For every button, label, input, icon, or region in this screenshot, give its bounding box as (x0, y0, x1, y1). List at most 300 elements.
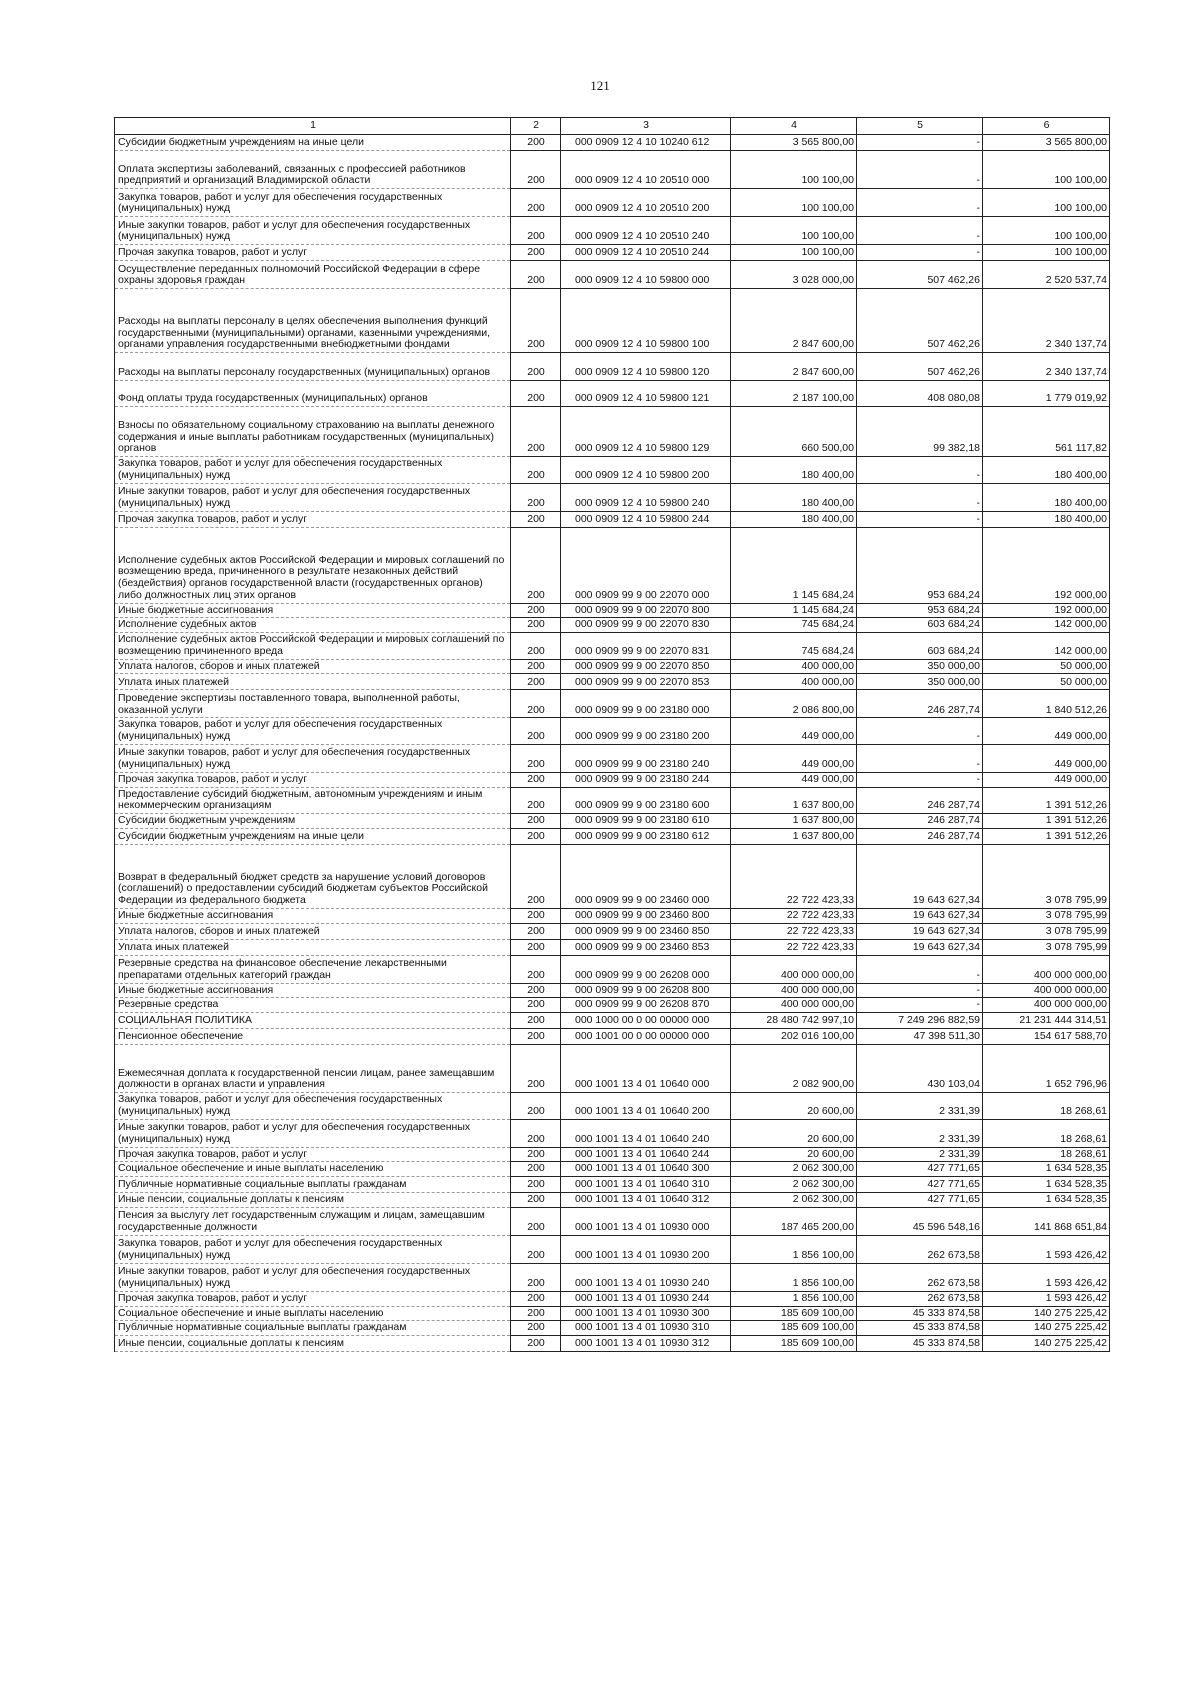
row-name: Иные закупки товаров, работ и услуг для обеспечения государственных (муниципальных) нужд (115, 1263, 511, 1291)
row-budget-code: 000 0909 99 9 00 26208 870 (561, 998, 731, 1013)
row-code-col2: 200 (511, 814, 561, 829)
row-amount-col4: 180 400,00 (731, 511, 857, 527)
table-row (115, 923, 1110, 939)
row-budget-code: 000 1001 13 4 01 10640 312 (561, 1193, 731, 1208)
row-code-col2: 200 (511, 787, 561, 814)
row-amount-col6: 1 634 528,35 (983, 1162, 1110, 1177)
row-amount-col5: 427 771,65 (857, 1162, 983, 1177)
row-name: Уплата иных платежей (115, 674, 511, 690)
row-budget-code: 000 1001 13 4 01 10640 244 (561, 1147, 731, 1162)
table-row (115, 955, 1110, 983)
row-code-col2: 200 (511, 353, 561, 381)
row-amount-col5: - (857, 189, 983, 217)
row-code-col2: 200 (511, 511, 561, 527)
row-amount-col5: - (857, 955, 983, 983)
row-amount-col6: 140 275 225,42 (983, 1306, 1110, 1321)
table-row (115, 1291, 1110, 1306)
row-budget-code: 000 0909 12 4 10 59800 240 (561, 483, 731, 511)
row-amount-col4: 100 100,00 (731, 189, 857, 217)
row-amount-col5: 2 331,39 (857, 1147, 983, 1162)
row-amount-col5: - (857, 772, 983, 787)
row-name: Резервные средства (115, 998, 511, 1013)
row-code-col2: 200 (511, 217, 561, 245)
row-budget-code: 000 0909 12 4 10 20510 200 (561, 189, 731, 217)
row-name: Расходы на выплаты персоналу государственных (муниципальных) органов (115, 353, 511, 381)
table-row (115, 618, 1110, 633)
table-row (115, 1193, 1110, 1208)
row-budget-code: 000 0909 99 9 00 26208 000 (561, 955, 731, 983)
row-amount-col4: 22 722 423,33 (731, 908, 857, 923)
row-amount-col6: 1 634 528,35 (983, 1193, 1110, 1208)
row-budget-code: 000 1001 13 4 01 10930 240 (561, 1263, 731, 1291)
row-code-col2: 200 (511, 828, 561, 844)
row-amount-col6: 1 652 796,96 (983, 1045, 1110, 1093)
row-code-col2: 200 (511, 381, 561, 407)
table-row (115, 1306, 1110, 1321)
row-amount-col6: 100 100,00 (983, 189, 1110, 217)
row-amount-col6: 141 868 651,84 (983, 1207, 1110, 1235)
row-amount-col5: 45 333 874,58 (857, 1336, 983, 1352)
table-row (115, 718, 1110, 745)
row-amount-col5: 19 643 627,34 (857, 844, 983, 908)
row-code-col2: 200 (511, 483, 561, 511)
row-amount-col4: 2 086 800,00 (731, 690, 857, 718)
table-row (115, 261, 1110, 289)
row-name: СОЦИАЛЬНАЯ ПОЛИТИКА (115, 1013, 511, 1029)
row-code-col2: 200 (511, 1291, 561, 1306)
row-amount-col6: 3 078 795,99 (983, 844, 1110, 908)
row-amount-col6: 1 779 019,92 (983, 381, 1110, 407)
row-code-col2: 200 (511, 1045, 561, 1093)
row-name: Иные бюджетные ассигнования (115, 908, 511, 923)
row-amount-col5: 19 643 627,34 (857, 939, 983, 955)
table-row (115, 189, 1110, 217)
table-row (115, 1147, 1110, 1162)
row-code-col2: 200 (511, 772, 561, 787)
row-budget-code: 000 0909 99 9 00 23180 610 (561, 814, 731, 829)
column-number-row (115, 118, 1110, 135)
row-code-col2: 200 (511, 245, 561, 261)
row-amount-col5: 262 673,58 (857, 1235, 983, 1263)
row-code-col2: 200 (511, 1162, 561, 1177)
row-amount-col5: 2 331,39 (857, 1119, 983, 1147)
row-budget-code: 000 0909 99 9 00 23180 612 (561, 828, 731, 844)
row-name: Публичные нормативные социальные выплаты гражданам (115, 1321, 511, 1336)
row-amount-col4: 400 000,00 (731, 659, 857, 674)
row-code-col2: 200 (511, 1119, 561, 1147)
table-row (115, 1263, 1110, 1291)
row-amount-col5: 262 673,58 (857, 1291, 983, 1306)
row-amount-col5: 19 643 627,34 (857, 908, 983, 923)
column-header-4: 4 (731, 118, 857, 135)
row-budget-code: 000 0909 99 9 00 23180 600 (561, 787, 731, 814)
row-amount-col4: 20 600,00 (731, 1093, 857, 1120)
row-amount-col6: 449 000,00 (983, 718, 1110, 745)
row-amount-col5: 19 643 627,34 (857, 923, 983, 939)
row-code-col2: 200 (511, 633, 561, 660)
row-amount-col4: 449 000,00 (731, 772, 857, 787)
table-row (115, 381, 1110, 407)
row-budget-code: 000 0909 12 4 10 20510 000 (561, 151, 731, 189)
row-budget-code: 000 0909 12 4 10 59800 244 (561, 511, 731, 527)
row-name: Иные закупки товаров, работ и услуг для обеспечения государственных (муниципальных) нужд (115, 217, 511, 245)
table-row (115, 674, 1110, 690)
row-code-col2: 200 (511, 718, 561, 745)
row-amount-col6: 3 078 795,99 (983, 908, 1110, 923)
row-amount-col6: 3 565 800,00 (983, 135, 1110, 151)
row-name: Иные пенсии, социальные доплаты к пенсиям (115, 1193, 511, 1208)
row-budget-code: 000 0909 12 4 10 59800 000 (561, 261, 731, 289)
row-budget-code: 000 0909 12 4 10 20510 240 (561, 217, 731, 245)
table-row (115, 527, 1110, 603)
row-name: Исполнение судебных актов Российской Федерации и мировых соглашений по возмещению вреда, причиненного в результате незаконных действий (бездействия) органов государственной власти (государственных органов) либо должностных лиц этих органов (115, 527, 511, 603)
row-amount-col5: 350 000,00 (857, 659, 983, 674)
row-amount-col5: 507 462,26 (857, 353, 983, 381)
row-amount-col6: 1 391 512,26 (983, 787, 1110, 814)
row-amount-col6: 142 000,00 (983, 618, 1110, 633)
row-name: Исполнение судебных актов (115, 618, 511, 633)
table-row (115, 603, 1110, 618)
row-name: Взносы по обязательному социальному страхованию на выплаты денежного содержания и иные выплаты работникам государственных (муниципальных) органов (115, 407, 511, 457)
row-code-col2: 200 (511, 135, 561, 151)
row-name: Прочая закупка товаров, работ и услуг (115, 511, 511, 527)
row-name: Иные пенсии, социальные доплаты к пенсиям (115, 1336, 511, 1352)
row-code-col2: 200 (511, 690, 561, 718)
row-amount-col5: 47 398 511,30 (857, 1029, 983, 1045)
table-row (115, 1177, 1110, 1193)
row-amount-col4: 185 609 100,00 (731, 1336, 857, 1352)
row-code-col2: 200 (511, 908, 561, 923)
row-code-col2: 200 (511, 618, 561, 633)
row-amount-col5: - (857, 744, 983, 772)
row-amount-col5: 262 673,58 (857, 1263, 983, 1291)
row-budget-code: 000 1001 13 4 01 10930 300 (561, 1306, 731, 1321)
row-amount-col4: 745 684,24 (731, 618, 857, 633)
row-amount-col4: 1 637 800,00 (731, 828, 857, 844)
table-row (115, 983, 1110, 998)
row-amount-col6: 1 634 528,35 (983, 1177, 1110, 1193)
table-row (115, 217, 1110, 245)
table-row (115, 814, 1110, 829)
row-amount-col4: 100 100,00 (731, 217, 857, 245)
row-amount-col5: 246 287,74 (857, 690, 983, 718)
row-amount-col4: 745 684,24 (731, 633, 857, 660)
table-row (115, 245, 1110, 261)
row-budget-code: 000 0909 99 9 00 22070 830 (561, 618, 731, 633)
row-amount-col4: 400 000 000,00 (731, 983, 857, 998)
table-row (115, 457, 1110, 484)
row-name: Расходы на выплаты персоналу в целях обеспечения выполнения функций государственными (муниципальными) органами, казенными учреждениями, органами управления государственными внебюджетными фондами (115, 289, 511, 353)
row-amount-col5: - (857, 511, 983, 527)
row-budget-code: 000 0909 99 9 00 23460 800 (561, 908, 731, 923)
row-amount-col6: 192 000,00 (983, 603, 1110, 618)
row-name: Прочая закупка товаров, работ и услуг (115, 1147, 511, 1162)
row-amount-col4: 1 856 100,00 (731, 1235, 857, 1263)
row-amount-col5: 246 287,74 (857, 828, 983, 844)
row-amount-col4: 2 847 600,00 (731, 353, 857, 381)
row-budget-code: 000 0909 99 9 00 23180 244 (561, 772, 731, 787)
row-code-col2: 200 (511, 844, 561, 908)
row-amount-col6: 1 840 512,26 (983, 690, 1110, 718)
table-row (115, 1119, 1110, 1147)
budget-table-body (115, 118, 1110, 1352)
row-name: Пенсионное обеспечение (115, 1029, 511, 1045)
row-budget-code: 000 0909 99 9 00 22070 800 (561, 603, 731, 618)
page-number: 121 (590, 78, 610, 93)
row-amount-col5: 953 684,24 (857, 603, 983, 618)
row-amount-col6: 180 400,00 (983, 511, 1110, 527)
row-amount-col4: 1 637 800,00 (731, 814, 857, 829)
row-amount-col6: 561 117,82 (983, 407, 1110, 457)
row-name: Резервные средства на финансовое обеспечение лекарственными препаратами отдельных категорий граждан (115, 955, 511, 983)
row-code-col2: 200 (511, 998, 561, 1013)
row-amount-col4: 660 500,00 (731, 407, 857, 457)
row-amount-col4: 1 145 684,24 (731, 527, 857, 603)
table-row (115, 1336, 1110, 1352)
row-amount-col6: 140 275 225,42 (983, 1336, 1110, 1352)
row-amount-col4: 400 000 000,00 (731, 998, 857, 1013)
row-amount-col5: - (857, 983, 983, 998)
row-name: Социальное обеспечение и иные выплаты населению (115, 1306, 511, 1321)
row-amount-col5: 99 382,18 (857, 407, 983, 457)
row-amount-col5: - (857, 998, 983, 1013)
row-name: Закупка товаров, работ и услуг для обеспечения государственных (муниципальных) нужд (115, 1235, 511, 1263)
row-amount-col4: 180 400,00 (731, 483, 857, 511)
row-name: Проведение экспертизы поставленного товара, выполненной работы, оказанной услуги (115, 690, 511, 718)
row-name: Предоставление субсидий бюджетным, автономным учреждениям и иным некоммерческим организациям (115, 787, 511, 814)
row-amount-col4: 22 722 423,33 (731, 844, 857, 908)
row-amount-col4: 449 000,00 (731, 718, 857, 745)
row-amount-col6: 2 340 137,74 (983, 353, 1110, 381)
row-amount-col6: 18 268,61 (983, 1093, 1110, 1120)
row-budget-code: 000 0909 99 9 00 23180 000 (561, 690, 731, 718)
row-name: Субсидии бюджетным учреждениям (115, 814, 511, 829)
row-amount-col4: 2 082 900,00 (731, 1045, 857, 1093)
row-code-col2: 200 (511, 1306, 561, 1321)
row-amount-col6: 21 231 444 314,51 (983, 1013, 1110, 1029)
row-amount-col6: 400 000 000,00 (983, 983, 1110, 998)
row-budget-code: 000 0909 12 4 10 59800 100 (561, 289, 731, 353)
row-code-col2: 200 (511, 744, 561, 772)
row-name: Иные бюджетные ассигнования (115, 983, 511, 998)
row-amount-col5: 427 771,65 (857, 1177, 983, 1193)
row-amount-col5: - (857, 217, 983, 245)
row-budget-code: 000 1001 13 4 01 10930 200 (561, 1235, 731, 1263)
row-amount-col4: 2 847 600,00 (731, 289, 857, 353)
row-name: Возврат в федеральный бюджет средств за нарушение условий договоров (соглашений) о предоставлении субсидий бюджетам субъектов Российской Федерации из федерального бюджета (115, 844, 511, 908)
row-amount-col6: 180 400,00 (983, 483, 1110, 511)
row-code-col2: 200 (511, 983, 561, 998)
table-row (115, 1045, 1110, 1093)
row-name: Социальное обеспечение и иные выплаты населению (115, 1162, 511, 1177)
row-budget-code: 000 0909 12 4 10 59800 121 (561, 381, 731, 407)
table-row (115, 1162, 1110, 1177)
row-amount-col5: 246 287,74 (857, 787, 983, 814)
table-row (115, 353, 1110, 381)
row-code-col2: 200 (511, 923, 561, 939)
row-amount-col5: 45 596 548,16 (857, 1207, 983, 1235)
row-amount-col4: 2 187 100,00 (731, 381, 857, 407)
row-code-col2: 200 (511, 1207, 561, 1235)
row-code-col2: 200 (511, 1147, 561, 1162)
row-budget-code: 000 0909 99 9 00 22070 000 (561, 527, 731, 603)
row-amount-col6: 50 000,00 (983, 659, 1110, 674)
row-amount-col5: - (857, 457, 983, 484)
row-amount-col4: 22 722 423,33 (731, 923, 857, 939)
row-amount-col4: 100 100,00 (731, 245, 857, 261)
row-amount-col5: 408 080,08 (857, 381, 983, 407)
row-code-col2: 200 (511, 603, 561, 618)
row-name: Публичные нормативные социальные выплаты гражданам (115, 1177, 511, 1193)
column-header-1: 1 (115, 118, 511, 135)
row-amount-col4: 202 016 100,00 (731, 1029, 857, 1045)
row-amount-col4: 20 600,00 (731, 1147, 857, 1162)
row-amount-col4: 28 480 742 997,10 (731, 1013, 857, 1029)
table-row (115, 787, 1110, 814)
row-budget-code: 000 0909 99 9 00 22070 831 (561, 633, 731, 660)
row-budget-code: 000 0909 99 9 00 23180 240 (561, 744, 731, 772)
row-budget-code: 000 1000 00 0 00 00000 000 (561, 1013, 731, 1029)
row-amount-col4: 1 856 100,00 (731, 1291, 857, 1306)
table-row (115, 1207, 1110, 1235)
row-amount-col5: 7 249 296 882,59 (857, 1013, 983, 1029)
row-budget-code: 000 1001 13 4 01 10640 200 (561, 1093, 731, 1120)
row-name: Закупка товаров, работ и услуг для обеспечения государственных (муниципальных) нужд (115, 718, 511, 745)
table-row (115, 1013, 1110, 1029)
row-budget-code: 000 0909 12 4 10 59800 120 (561, 353, 731, 381)
budget-table (114, 117, 1110, 1352)
row-budget-code: 000 1001 13 4 01 10640 000 (561, 1045, 731, 1093)
row-amount-col5: - (857, 135, 983, 151)
table-row (115, 151, 1110, 189)
row-amount-col5: 507 462,26 (857, 289, 983, 353)
row-budget-code: 000 0909 99 9 00 22070 850 (561, 659, 731, 674)
row-amount-col6: 100 100,00 (983, 245, 1110, 261)
row-amount-col5: - (857, 151, 983, 189)
row-amount-col6: 180 400,00 (983, 457, 1110, 484)
row-amount-col6: 1 593 426,42 (983, 1291, 1110, 1306)
row-name: Иные закупки товаров, работ и услуг для обеспечения государственных (муниципальных) нужд (115, 483, 511, 511)
row-code-col2: 200 (511, 1013, 561, 1029)
row-name: Закупка товаров, работ и услуг для обеспечения государственных (муниципальных) нужд (115, 1093, 511, 1120)
row-amount-col4: 3 565 800,00 (731, 135, 857, 151)
row-amount-col6: 100 100,00 (983, 151, 1110, 189)
table-row (115, 828, 1110, 844)
row-code-col2: 200 (511, 939, 561, 955)
row-amount-col4: 187 465 200,00 (731, 1207, 857, 1235)
row-amount-col4: 180 400,00 (731, 457, 857, 484)
row-amount-col4: 400 000,00 (731, 674, 857, 690)
row-code-col2: 200 (511, 189, 561, 217)
row-name: Исполнение судебных актов Российской Федерации и мировых соглашений по возмещению причиненного вреда (115, 633, 511, 660)
row-amount-col6: 449 000,00 (983, 772, 1110, 787)
table-row (115, 1029, 1110, 1045)
row-code-col2: 200 (511, 1235, 561, 1263)
row-code-col2: 200 (511, 527, 561, 603)
table-row (115, 772, 1110, 787)
table-row (115, 1235, 1110, 1263)
row-amount-col6: 449 000,00 (983, 744, 1110, 772)
table-row (115, 1321, 1110, 1336)
row-amount-col6: 400 000 000,00 (983, 998, 1110, 1013)
row-budget-code: 000 1001 00 0 00 00000 000 (561, 1029, 731, 1045)
row-amount-col4: 400 000 000,00 (731, 955, 857, 983)
table-row (115, 690, 1110, 718)
row-budget-code: 000 1001 13 4 01 10930 000 (561, 1207, 731, 1235)
row-code-col2: 200 (511, 1193, 561, 1208)
row-amount-col6: 142 000,00 (983, 633, 1110, 660)
table-row (115, 744, 1110, 772)
row-code-col2: 200 (511, 659, 561, 674)
row-budget-code: 000 0909 99 9 00 23460 850 (561, 923, 731, 939)
row-code-col2: 200 (511, 1093, 561, 1120)
row-budget-code: 000 1001 13 4 01 10930 244 (561, 1291, 731, 1306)
table-row (115, 659, 1110, 674)
row-name: Закупка товаров, работ и услуг для обеспечения государственных (муниципальных) нужд (115, 457, 511, 484)
row-amount-col6: 140 275 225,42 (983, 1321, 1110, 1336)
table-row (115, 289, 1110, 353)
table-row (115, 633, 1110, 660)
row-name: Пенсия за выслугу лет государственным служащим и лицам, замещавшим государственные должности (115, 1207, 511, 1235)
column-header-6: 6 (983, 118, 1110, 135)
row-amount-col4: 2 062 300,00 (731, 1162, 857, 1177)
row-amount-col5: 427 771,65 (857, 1193, 983, 1208)
row-amount-col4: 20 600,00 (731, 1119, 857, 1147)
row-name: Иные закупки товаров, работ и услуг для обеспечения государственных (муниципальных) нужд (115, 1119, 511, 1147)
row-name: Иные бюджетные ассигнования (115, 603, 511, 618)
row-amount-col5: 953 684,24 (857, 527, 983, 603)
row-name: Осуществление переданных полномочий Российской Федерации в сфере охраны здоровья граждан (115, 261, 511, 289)
table-row (115, 939, 1110, 955)
row-code-col2: 200 (511, 289, 561, 353)
row-amount-col4: 1 637 800,00 (731, 787, 857, 814)
row-budget-code: 000 1001 13 4 01 10930 310 (561, 1321, 731, 1336)
row-amount-col5: 2 331,39 (857, 1093, 983, 1120)
row-amount-col5: 430 103,04 (857, 1045, 983, 1093)
row-code-col2: 200 (511, 407, 561, 457)
row-budget-code: 000 0909 99 9 00 26208 800 (561, 983, 731, 998)
row-budget-code: 000 1001 13 4 01 10640 300 (561, 1162, 731, 1177)
row-budget-code: 000 0909 99 9 00 23460 000 (561, 844, 731, 908)
column-header-2: 2 (511, 118, 561, 135)
table-row (115, 511, 1110, 527)
row-code-col2: 200 (511, 1321, 561, 1336)
row-amount-col6: 400 000 000,00 (983, 955, 1110, 983)
row-budget-code: 000 1001 13 4 01 10640 240 (561, 1119, 731, 1147)
row-code-col2: 200 (511, 151, 561, 189)
table-row (115, 135, 1110, 151)
row-name: Фонд оплаты труда государственных (муниципальных) органов (115, 381, 511, 407)
row-amount-col6: 192 000,00 (983, 527, 1110, 603)
row-budget-code: 000 0909 12 4 10 59800 129 (561, 407, 731, 457)
row-code-col2: 200 (511, 1263, 561, 1291)
row-code-col2: 200 (511, 1177, 561, 1193)
row-name: Прочая закупка товаров, работ и услуг (115, 772, 511, 787)
row-code-col2: 200 (511, 261, 561, 289)
row-amount-col4: 1 145 684,24 (731, 603, 857, 618)
table-row (115, 483, 1110, 511)
row-code-col2: 200 (511, 457, 561, 484)
table-row (115, 998, 1110, 1013)
row-amount-col4: 22 722 423,33 (731, 939, 857, 955)
row-amount-col4: 1 856 100,00 (731, 1263, 857, 1291)
row-amount-col4: 2 062 300,00 (731, 1193, 857, 1208)
row-code-col2: 200 (511, 1336, 561, 1352)
table-row (115, 407, 1110, 457)
row-name: Субсидии бюджетным учреждениям на иные цели (115, 135, 511, 151)
row-amount-col5: - (857, 245, 983, 261)
row-code-col2: 200 (511, 674, 561, 690)
